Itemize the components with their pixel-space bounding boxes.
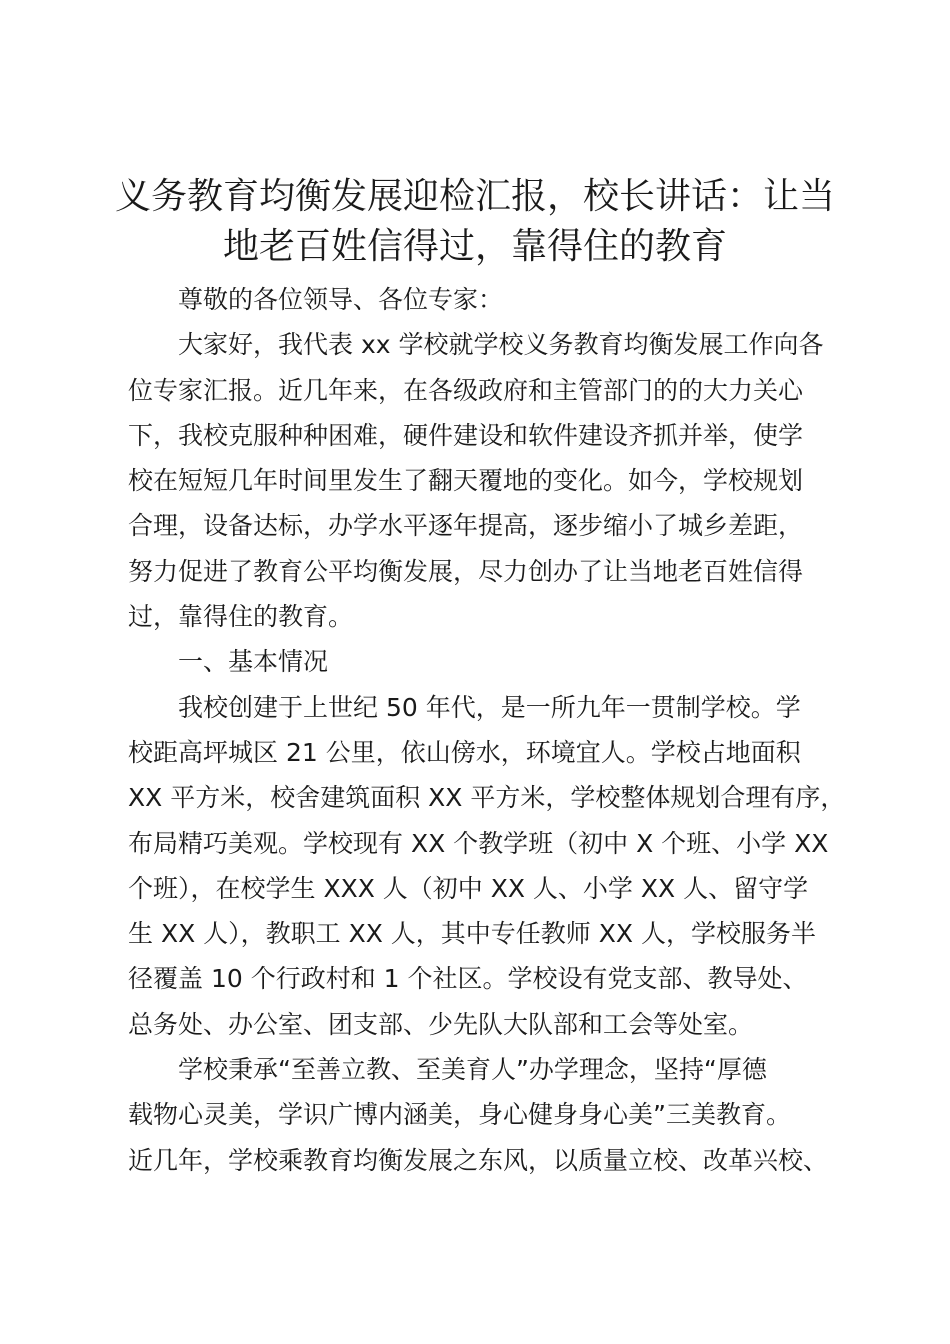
philosophy-paragraph (128, 1047, 848, 1183)
text-line: 布局精巧美观。学校现有 XX 个教学班（初中 X 个班、小学 XX (128, 828, 829, 858)
text-line: 努力促进了教育公平均衡发展，尽力创办了让当地老百姓信得 (128, 556, 804, 586)
text-line: 位专家汇报。近几年来，在各级政府和主管部门的的大力关心 (128, 375, 804, 405)
text-line: 学校秉承“至善立教、至美育人”办学理念，坚持“厚德 (178, 1055, 767, 1085)
text-line: 生 XX 人），教职工 XX 人，其中专任教师 XX 人，学校服务半 (128, 919, 816, 949)
text-line: 载物心灵美，学识广博内涵美，身心健身身心美”三美教育。 (128, 1100, 791, 1130)
text-line: 校在短短几年时间里发生了翻天覆地的变化。如今，学校规划 (128, 466, 804, 496)
basic-info-paragraph (128, 685, 848, 1047)
text-line: XX 平方米，校舍建筑面积 XX 平方米，学校整体规划合理有序， (128, 783, 846, 813)
text-line: 大家好，我代表 xx 学校就学校义务教育均衡发展工作向各 (178, 330, 824, 360)
text-line: 个班），在校学生 XXX 人（初中 XX 人、小学 XX 人、留守学 (128, 873, 809, 903)
title-line-1: 义务教育均衡发展迎检汇报，校长讲话：让当 (114, 176, 835, 217)
salutation-paragraph (128, 277, 848, 322)
text-line: 我校创建于上世纪 50 年代，是一所九年一贯制学校。学 (178, 692, 801, 722)
text-line: 尊敬的各位领导、各位专家： (178, 285, 504, 314)
text-line: 一、基本情况 (178, 647, 329, 677)
document-title (110, 172, 840, 272)
text-line: 径覆盖 10 个行政村和 1 个社区。学校设有党支部、教导处、 (128, 964, 808, 994)
text-line: 合理，设备达标，办学水平逐年提高，逐步缩小了城乡差距， (128, 511, 804, 541)
title-line-2: 地老百姓信得过，靠得住的教育 (222, 226, 727, 267)
text-line: 总务处、办公室、团支部、少先队大队部和工会等处室。 (128, 1009, 754, 1039)
text-line: 近几年，学校乘教育均衡发展之东风，以质量立校、改革兴校、 (128, 1145, 829, 1175)
text-line: 校距高坪城区 21 公里，依山傍水，环境宜人。学校占地面积 (128, 737, 801, 767)
document-body (128, 277, 848, 1183)
text-line: 下，我校克服种种困难，硬件建设和软件建设齐抓并举，使学 (128, 420, 804, 450)
greeting-paragraph (128, 322, 848, 639)
section-heading (128, 639, 848, 684)
text-line: 过，靠得住的教育。 (128, 602, 354, 632)
